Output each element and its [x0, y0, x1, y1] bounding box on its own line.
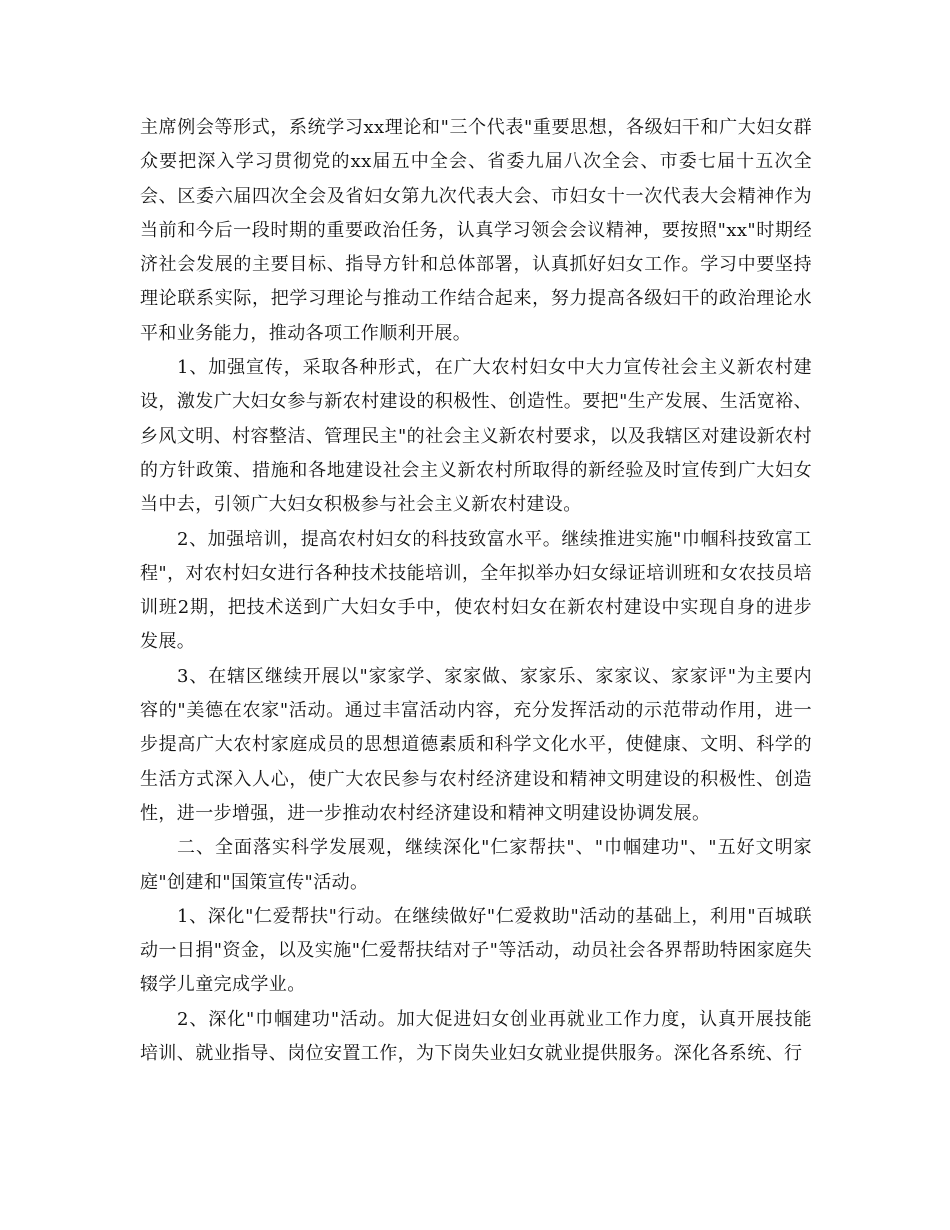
document-body	[140, 111, 812, 1071]
paragraph-publicity: 1、加强宣传，采取各种形式，在广大农村妇女中大力宣传社会主义新农村建设，激发广大妇女参与新农村建设的积极性、创造性。要把"生产发展、生活宽裕、乡风文明、村容整洁、管理民主"的社会主义新农村要求，以及我辖区对建设新农村的方针政策、措施和各地建设社会主义新农村所取得的新经验及时宣传到广大妇女当中去，引领广大妇女积极参与社会主义新农村建设。	[140, 357, 812, 516]
paragraph-training: 2、加强培训，提高农村妇女的科技致富水平。继续推进实施"巾帼科技致富工程"，对农村妇女进行各种技术技能培训，全年拟举办妇女绿证培训班和女农技员培训班2期，把技术送到广大妇女手中，使农村妇女在新农村建设中实现自身的进步发展。	[140, 528, 812, 653]
section-heading-two: 二、全面落实科学发展观，继续深化"仁家帮扶"、"巾帼建功"、"五好文明家庭"创建和"国策宣传"活动。	[140, 837, 812, 893]
paragraph-family-virtue: 3、在辖区继续开展以"家家学、家家做、家家乐、家家议、家家评"为主要内容的"美德在农家"活动。通过丰富活动内容，充分发挥活动的示范带动作用，进一步提高广大农村家庭成员的思想道德素质和科学文化水平，使健康、文明、科学的生活方式深入人心，使广大农民参与农村经济建设和精神文明建设的积极性、创造性，进一步增强，进一步推动农村经济建设和精神文明建设协调发展。	[140, 665, 812, 824]
paragraph-women-achievement: 2、深化"巾帼建功"活动。加大促进妇女创业再就业工作力度，认真开展技能培训、就业指导、岗位安置工作，为下岗失业妇女就业提供服务。深化各系统、行	[140, 1008, 812, 1065]
paragraph-continuation: 主席例会等形式，系统学习xx理论和"三个代表"重要思想，各级妇干和广大妇女群众要把深入学习贯彻党的xx届五中全会、省委九届八次全会、市委七届十五次全会、区委六届四次全会及省妇女第九次代表大会、市妇女十一次代表大会精神作为当前和今后一段时期的重要政治任务，认真学习领会会议精神，要按照"xx"时期经济社会发展的主要目标、指导方针和总体部署，认真抓好妇女工作。学习中要坚持理论联系实际，把学习理论与推动工作结合起来，努力提高各级妇干的政治理论水平和业务能力，推动各项工作顺利开展。	[140, 117, 812, 344]
paragraph-charity-aid: 1、深化"仁爱帮扶"行动。在继续做好"仁爱救助"活动的基础上，利用"百城联动一日捐"资金，以及实施"仁爱帮扶结对子"等活动，动员社会各界帮助特困家庭失辍学儿童完成学业。	[140, 905, 812, 996]
